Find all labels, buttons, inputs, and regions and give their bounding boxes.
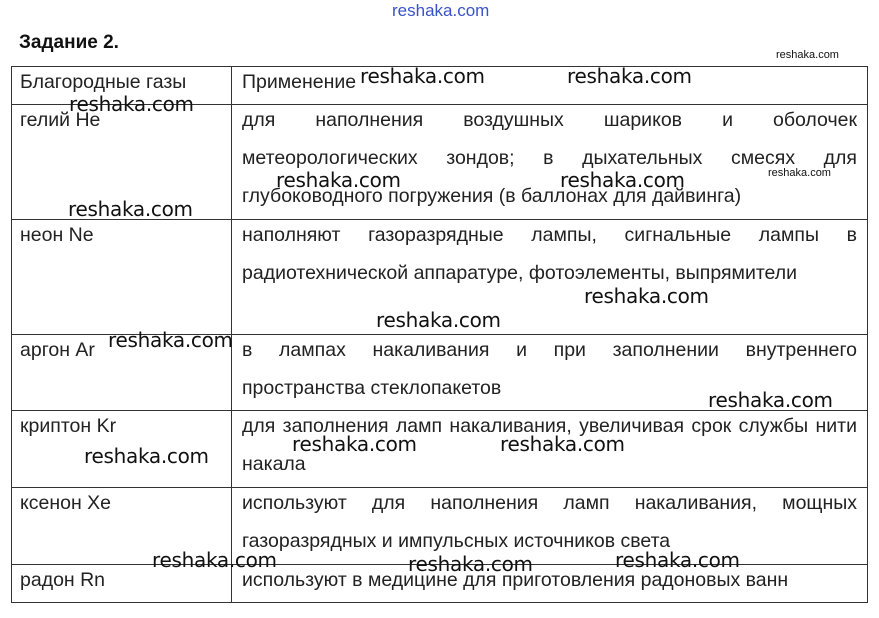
- watermark: reshaka.com: [615, 548, 740, 572]
- header-usage-label: Применение: [242, 71, 357, 93]
- watermark: reshaka.com: [108, 328, 233, 352]
- watermark: reshaka.com: [68, 197, 193, 221]
- gas-usage: используют в медицине для приготовления радоновых ванн: [242, 569, 789, 591]
- watermark: reshaka.com: [408, 552, 533, 576]
- watermark: reshaka.com: [560, 168, 685, 192]
- gas-usage: в лампах накаливания и при заполнении внутреннего пространства стеклопакетов: [242, 339, 857, 399]
- header-usage: [232, 67, 868, 105]
- gas-name: аргон Ar: [12, 335, 232, 411]
- watermark: reshaka.com: [360, 64, 485, 88]
- site-watermark-top[interactable]: reshaka.com: [392, 1, 490, 20]
- watermark: reshaka.com: [152, 548, 277, 572]
- watermark: reshaka.com: [69, 92, 194, 116]
- watermark: reshaka.com: [500, 432, 625, 456]
- header-gases: Благородные газы: [12, 67, 232, 105]
- watermark: reshaka.com: [584, 284, 709, 308]
- watermark: reshaka.com: [276, 168, 401, 192]
- gas-usage-cell: [232, 105, 868, 220]
- task-title: Задание 2.: [19, 32, 119, 53]
- gas-usage-cell: [232, 220, 868, 335]
- gas-name: криптон Kr: [12, 411, 232, 488]
- gas-usage: для заполнения ламп накаливания, увеличивая срок службы нити накала: [242, 415, 857, 475]
- watermark: reshaka.com: [292, 432, 417, 456]
- watermark: reshaka.com: [567, 64, 692, 88]
- gas-usage: используют для наполнения ламп накаливания, мощных газоразрядных и импульсных источников света: [242, 492, 857, 552]
- watermark: reshaka.com: [768, 167, 831, 179]
- gas-usage: наполняют газоразрядные лампы, сигнальные лампы в радиотехнической аппаратуре, фотоэлементы, выпрямители: [242, 224, 857, 284]
- gas-name: гелий He: [12, 105, 232, 220]
- gas-name: ксенон Xe: [12, 488, 232, 565]
- gas-usage-cell: [232, 565, 868, 603]
- gas-usage: для наполнения воздушных шариков и оболочек метеорологических зондов; в дыхательных смесях для глубоководного погружения (в баллонах для дайвинга): [242, 109, 857, 207]
- watermark: reshaka.com: [708, 388, 833, 412]
- gas-name: неон Ne: [12, 220, 232, 335]
- watermark: reshaka.com: [776, 49, 839, 61]
- watermark: reshaka.com: [376, 308, 501, 332]
- gas-name: радон Rn: [12, 565, 232, 603]
- watermark: reshaka.com: [84, 444, 209, 468]
- gas-usage-cell: [232, 488, 868, 565]
